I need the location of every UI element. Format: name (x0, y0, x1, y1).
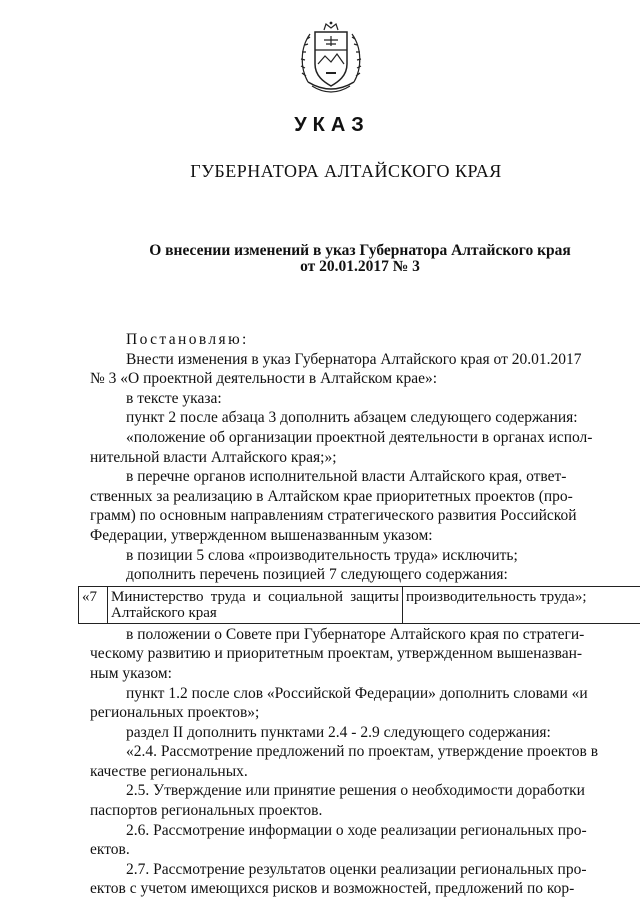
paragraph-line: грамм) по основным направлениям стратегического развития Российской (90, 507, 577, 525)
paragraph-line: ческому развитию и приоритетным проектам, утвержденном вышеназван- (90, 645, 583, 663)
insertion-table (78, 586, 640, 624)
table-row (79, 586, 640, 623)
table-cell-project: производительность труда»; (403, 586, 640, 623)
paragraph-line: региональных проектов»; (90, 704, 260, 722)
paragraph-line: «2.4. Рассмотрение предложений по проектам, утверждение проектов в (126, 743, 599, 761)
paragraph-line: качестве региональных. (90, 762, 248, 780)
paragraph-line: «положение об организации проектной деятельности в органах испол- (126, 428, 593, 446)
heading-line-2: от 20.01.2017 № 3 (300, 258, 420, 275)
coat-of-arms-icon (298, 20, 364, 98)
paragraph-line: ектов. (90, 841, 130, 859)
paragraph-line: Федерации, утвержденном вышеназванным указом: (90, 526, 433, 544)
decree-word: Постановляю: (126, 331, 249, 348)
paragraph-line: в положении о Совете при Губернаторе Алтайского края по стратеги- (126, 625, 585, 643)
paragraph-line: 2.5. Утверждение или принятие решения о необходимости доработки (126, 782, 585, 800)
paragraph-line: в перечне органов исполнительной власти Алтайского края, ответ- (126, 468, 567, 486)
paragraph-line: ным указом: (90, 664, 172, 682)
heading-line-1: О внесении изменений в указ Губернатора Алтайского края (149, 242, 571, 259)
paragraph-line: пункт 2 после абзаца 3 дополнить абзацем следующего содержания: (126, 409, 578, 427)
paragraph-line: Внести изменения в указ Губернатора Алтайского края от 20.01.2017 (126, 350, 582, 368)
paragraph-line: 2.6. Рассмотрение информации о ходе реализации региональных про- (126, 821, 587, 839)
table-cell-number: «7 (79, 586, 108, 623)
paragraph-line: ектов с учетом имеющихся рисков и возможностей, предложений по кор- (90, 880, 575, 898)
document-title: УКАЗ (294, 114, 370, 136)
paragraph-line: раздел II дополнить пунктами 2.4 - 2.9 следующего содержания: (126, 723, 551, 741)
paragraph-line: в тексте указа: (126, 389, 222, 407)
document-heading (120, 243, 600, 275)
document-issuer: ГУБЕРНАТОРА АЛТАЙСКОГО КРАЯ (190, 161, 502, 181)
paragraph-line: дополнить перечень позицией 7 следующего содержания: (126, 566, 508, 584)
paragraph-line: паспортов региональных проектов. (90, 802, 323, 820)
table-cell-ministry: Министерство труда и социальной защиты Алтайского края (108, 586, 403, 623)
paragraph-line: 2.7. Рассмотрение результатов оценки реализации региональных про- (126, 860, 587, 878)
paragraph-line: ственных за реализацию в Алтайском крае приоритетных проектов (про- (90, 487, 573, 505)
paragraph-line: № 3 «О проектной деятельности в Алтайском крае»: (90, 370, 438, 388)
paragraph-line: в позиции 5 слова «производительность труда» исключить; (126, 546, 518, 564)
paragraph-line: нительной власти Алтайского края;»; (90, 448, 337, 466)
paragraph-line: пункт 1.2 после слов «Российской Федерации» дополнить словами «и (126, 684, 588, 702)
document-body (82, 330, 610, 899)
